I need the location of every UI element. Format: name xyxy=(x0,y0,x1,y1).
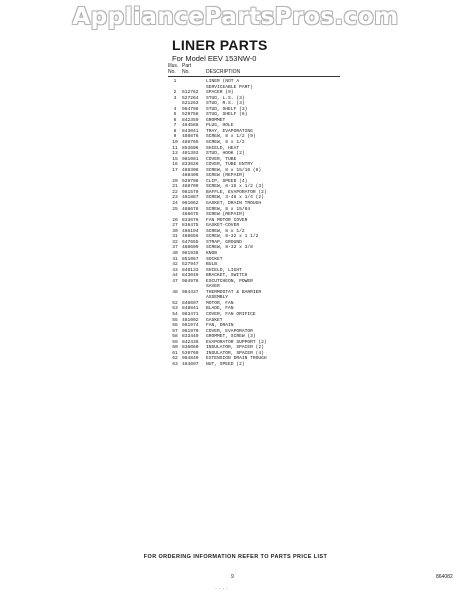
illus-number: 10 xyxy=(172,140,178,146)
part-description: INSULATOR, SPACER (4) xyxy=(206,350,264,356)
part-number: 488656 xyxy=(182,234,199,240)
part-number: 981974 xyxy=(182,323,199,329)
part-number: 527264 xyxy=(182,95,199,101)
part-description: COVER, EVAPORATOR xyxy=(206,328,253,334)
part-number: 848133 xyxy=(182,267,199,273)
part-description: SERVICEABLE PART) xyxy=(206,84,253,90)
header-illus-bottom: No. xyxy=(168,69,176,75)
part-description: THERMOSTAT & BARRIER xyxy=(206,289,262,295)
part-description: PLUG, HOLE xyxy=(206,123,234,129)
illus-number: 31 xyxy=(172,234,178,240)
illus-number: 54 xyxy=(172,311,178,317)
part-description: SPACER (9) xyxy=(206,90,234,96)
part-description: SCREW, 3-48 x 1/4 (2) xyxy=(206,195,264,201)
part-number: 488765 xyxy=(182,140,199,146)
illus-number: 26 xyxy=(172,217,178,223)
illus-number: 43 xyxy=(172,267,178,273)
part-number: 481887 xyxy=(182,195,199,201)
illus-number: 57 xyxy=(172,328,178,334)
header-part-top: Part xyxy=(182,63,192,69)
part-number: 484697 xyxy=(182,361,199,367)
illus-number: 21 xyxy=(172,184,178,190)
part-number: 488308 xyxy=(182,167,199,173)
header-divider xyxy=(168,76,340,77)
part-description: FAN, DRAIN xyxy=(206,323,234,329)
header-part-bottom: No. xyxy=(182,69,190,75)
part-description: STUD, HOOK (2) xyxy=(206,151,245,157)
part-description: STUD, R.S. (3) xyxy=(206,101,245,107)
illus-number: 42 xyxy=(172,262,178,268)
illus-number: 53 xyxy=(172,306,178,312)
page-smudge: · · · · xyxy=(215,586,228,592)
part-number: 836060 xyxy=(182,345,199,351)
illus-number: 20 xyxy=(172,178,178,184)
part-description: SCREW, 8-15 x 1/2 (3) xyxy=(206,184,264,190)
part-description: SCREW, 8 x 15/64 xyxy=(206,206,251,212)
part-description: CLIP, SPEED (4) xyxy=(206,178,248,184)
part-number: 983471 xyxy=(182,311,199,317)
illus-number: 22 xyxy=(172,189,178,195)
illus-number: 11 xyxy=(172,145,178,151)
part-description: SCREW, 8-32 x 1 1/2 xyxy=(206,234,259,240)
part-number: 539760 xyxy=(182,350,199,356)
illus-number: 15 xyxy=(172,156,178,162)
part-number: 488678 xyxy=(182,206,199,212)
illus-number: 8 xyxy=(173,128,177,134)
illus-number: 7 xyxy=(173,123,177,129)
parts-sheet xyxy=(168,38,368,367)
model-subtitle: For Model EEV 153NW-0 xyxy=(172,54,257,63)
part-description: COVER, FAN ORIFICE xyxy=(206,311,256,317)
illus-number: 3 xyxy=(173,95,177,101)
part-description: KNOB xyxy=(206,250,218,256)
part-number: 833676 xyxy=(182,217,199,223)
part-number: 851067 xyxy=(182,256,199,262)
part-number: 484588 xyxy=(182,123,199,129)
part-number: 488876 xyxy=(182,134,199,140)
illus-number: 13 xyxy=(172,151,178,157)
illus-number: 6 xyxy=(173,117,177,123)
illus-number: 55 xyxy=(172,317,178,323)
part-description: BULB xyxy=(206,262,218,268)
part-number: 529708 xyxy=(182,178,199,184)
illus-number: 56 xyxy=(172,323,178,329)
part-number: 843049 xyxy=(182,273,199,279)
part-description: LINER (NOT A xyxy=(206,79,240,84)
part-number: 488609 xyxy=(182,245,199,251)
part-number: 833449 xyxy=(182,334,199,340)
part-description: SCREW, 8 x 1/2 (9) xyxy=(206,134,256,140)
part-description: NUT, SPEED (2) xyxy=(206,361,245,367)
illus-number: 63 xyxy=(172,361,178,367)
part-number: 529758 xyxy=(182,112,199,118)
part-number: 488406 xyxy=(182,173,199,179)
part-number: 981081 xyxy=(182,156,199,162)
illus-number: 25 xyxy=(172,206,178,212)
illus-number: 30 xyxy=(172,228,178,234)
part-description: ESCUTCHEON, POWER xyxy=(206,278,253,284)
part-row xyxy=(168,362,368,368)
part-number: 984798 xyxy=(182,106,199,112)
part-number: 848841 xyxy=(182,306,199,312)
part-number: 512762 xyxy=(182,90,199,96)
part-description: COVER, TUBE xyxy=(206,156,237,162)
part-description: COVER, TUBE ENTRY xyxy=(206,162,253,168)
part-description: SCREW (REPAIR) xyxy=(206,173,245,179)
part-number: 853606 xyxy=(182,145,199,151)
part-description: BAFFLE, EVAPORATOR (2) xyxy=(206,189,267,195)
illus-number: 4 xyxy=(173,106,177,112)
illus-number: 37 xyxy=(172,245,178,251)
part-description: STRAP, GROUND xyxy=(206,239,242,245)
illus-number: 32 xyxy=(172,239,178,245)
parts-list xyxy=(168,79,368,367)
part-number: 481393 xyxy=(182,151,199,157)
part-number: 984849 xyxy=(182,356,199,362)
document-code: 864082 xyxy=(436,574,453,580)
illus-number: 16 xyxy=(172,162,178,168)
part-description: SCREW (REPAIR) xyxy=(206,212,245,218)
part-number: 843041 xyxy=(182,128,199,134)
part-description: EXTENSION DRAIN TROUGH xyxy=(206,356,267,362)
part-description: EVAPORATOR SUPPORT (2) xyxy=(206,339,267,345)
part-description: SCREW, 8-32 x 3/8 xyxy=(206,245,253,251)
part-number: 488709 xyxy=(182,184,199,190)
part-description: GROMMET xyxy=(206,117,226,123)
illus-number: 17 xyxy=(172,167,178,173)
part-number: 842359 xyxy=(182,117,199,123)
part-description: MOTOR, FAN xyxy=(206,300,234,306)
illus-number: 24 xyxy=(172,201,178,207)
header-illus-top: Illus. xyxy=(168,63,179,69)
ordering-footer: FOR ORDERING INFORMATION REFER TO PARTS PRICE LIST xyxy=(143,554,328,560)
part-description: SOCKET xyxy=(206,256,223,262)
illus-number: 44 xyxy=(172,273,178,279)
part-description: ASSEMBLY xyxy=(206,295,229,301)
illus-number: 9 xyxy=(173,134,177,140)
part-description: GROMMET, SCREW (3) xyxy=(206,334,256,340)
part-number: 842436 xyxy=(182,339,199,345)
part-description: INSULATOR, SPACER (2) xyxy=(206,345,264,351)
part-description: FAN MOTOR COVER xyxy=(206,217,248,223)
part-number: 981062 xyxy=(182,201,199,207)
part-description: TRAY, EVAPORATING xyxy=(206,128,253,134)
illus-number: 60 xyxy=(172,345,178,351)
page-number: 9 xyxy=(231,574,234,580)
part-number: 521263 xyxy=(182,101,199,107)
part-number: 981579 xyxy=(182,189,199,195)
illus-number: 5 xyxy=(173,112,177,118)
part-number: 981938 xyxy=(182,250,199,256)
part-description: GASKET xyxy=(206,317,223,323)
watermark-text: AppliancePartsPros.com xyxy=(72,4,399,30)
part-number: 981970 xyxy=(182,328,199,334)
header-description: DESCRIPTION xyxy=(206,69,241,75)
part-description: BRACKET, SWITCH xyxy=(206,273,248,279)
part-description: SCREW, 8 x 1/2 xyxy=(206,228,245,234)
part-number: 547655 xyxy=(182,239,199,245)
part-description: GASKET-COVER xyxy=(206,223,240,229)
illus-number: 41 xyxy=(172,256,178,262)
illus-number: 61 xyxy=(172,350,178,356)
illus-number: 47 xyxy=(172,278,178,284)
part-description: BLADE, FAN xyxy=(206,306,234,312)
illus-number: 48 xyxy=(172,289,178,295)
illus-number: 2 xyxy=(173,90,177,96)
part-description: SHIELD, HEAT xyxy=(206,145,240,151)
part-description: GASKET, DRAIN TROUGH xyxy=(206,201,262,207)
part-description: STUD, SHELF (6) xyxy=(206,112,248,118)
illus-number: 40 xyxy=(172,250,178,256)
illus-number: 23 xyxy=(172,195,178,201)
part-number: 984976 xyxy=(182,278,199,284)
part-description: SCREW, 8 x 15/16 (6) xyxy=(206,167,262,173)
part-number: 984437 xyxy=(182,289,199,295)
page-title: LINER PARTS xyxy=(172,37,268,53)
part-number: 488675 xyxy=(182,212,199,218)
part-number: 848697 xyxy=(182,300,199,306)
part-number: 527947 xyxy=(182,262,199,268)
part-description: SHIELD, LIGHT xyxy=(206,267,242,273)
part-description: SAVER xyxy=(206,284,220,290)
part-number: 481002 xyxy=(182,317,199,323)
illus-number: 27 xyxy=(172,223,178,229)
part-description: STUD, SHELF (3) xyxy=(206,106,248,112)
illus-number: 1 xyxy=(173,79,177,84)
part-number: 833626 xyxy=(182,162,199,168)
part-number: 486194 xyxy=(182,228,199,234)
part-description: STUD, L.S. (3) xyxy=(206,95,245,101)
part-number: 836475 xyxy=(182,223,199,229)
illus-number: 52 xyxy=(172,300,178,306)
illus-number: 62 xyxy=(172,356,178,362)
illus-number: 59 xyxy=(172,339,178,345)
header-row-bottom xyxy=(168,69,368,75)
part-description: SCREW, 8 x 1/2 xyxy=(206,140,245,146)
illus-number: 58 xyxy=(172,334,178,340)
